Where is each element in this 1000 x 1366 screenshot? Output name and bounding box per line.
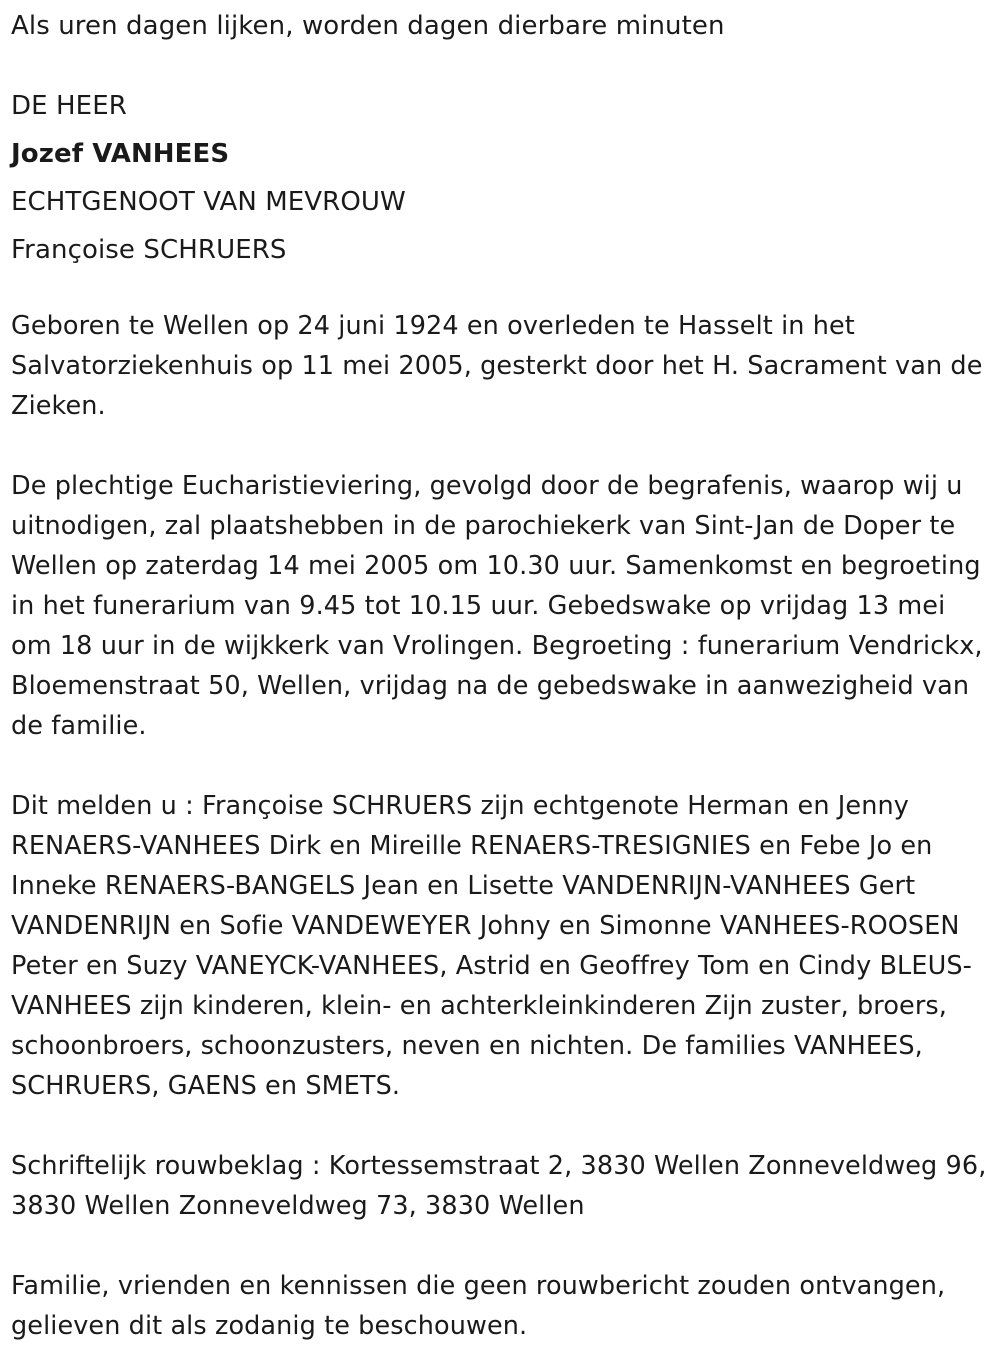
spouse-name: Françoise SCHRUERS: [11, 235, 287, 265]
birth-death-paragraph: Geboren te Wellen op 24 juni 1924 en overleden te Hasselt in het Salvatorziekenhuis op 11 mei 2005, gesterkt door het H. Sacrament van de Zieken.: [11, 311, 983, 421]
deceased-name: Jozef VANHEES: [11, 139, 230, 169]
obituary-document: [11, 0, 991, 1346]
ceremony-paragraph: De plechtige Eucharistieviering, gevolgd door de begrafenis, waarop wij u uitnodigen, zal plaatshebben in de parochiekerk van Sint-Jan de Doper te Wellen op zaterdag 14 mei 2005 om 10.30 uur. Samenkomst en begroeting in het funerarium van 9.45 tot 10.15 uur. Gebedswake op vrijdag 13 mei om 18 uur in de wijkkerk van Vrolingen. Begroeting : funerarium Vendrickx, Bloemenstraat 50, Wellen, vrijdag na de gebedswake in aanwezigheid van de familie.: [11, 471, 983, 741]
motto: Als uren dagen lijken, worden dagen dierbare minuten: [11, 11, 725, 41]
spacer: [11, 274, 991, 306]
spacer: [11, 1226, 991, 1266]
family-paragraph: Dit melden u : Françoise SCHRUERS zijn echtgenote Herman en Jenny RENAERS-VANHEES Dirk en Mireille RENAERS-TRESIGNIES en Febe Jo en Inneke RENAERS-BANGELS Jean en Lisette VANDENRIJN-VANHEES Gert VANDENRIJN en Sofie VANDEWEYER Johny en Simonne VANHEES-ROOSEN Peter en Suzy VANEYCK-VANHEES, Astrid en Geoffrey Tom en Cindy BLEUS-VANHEES zijn kinderen, klein- en achterkleinkinderen Zijn zuster, broers, schoonbroers, schoonzusters, neven en nichten. De families VANHEES, SCHRUERS, GAENS en SMETS.: [11, 791, 972, 1101]
title: DE HEER: [11, 91, 127, 121]
spacer: [11, 746, 991, 786]
condolences-paragraph: Schriftelijk rouwbeklag : Kortessemstraat 2, 3830 Wellen Zonneveldweg 96, 3830 Wellen Zonneveldweg 73, 3830 Wellen: [11, 1151, 987, 1221]
spacer: [11, 50, 991, 82]
spacer: [11, 426, 991, 466]
spacer: [11, 1106, 991, 1146]
relation-label: ECHTGENOOT VAN MEVROUW: [11, 187, 406, 217]
closing-paragraph: Familie, vrienden en kennissen die geen rouwbericht zouden ontvangen, gelieven dit als zodanig te beschouwen.: [11, 1271, 946, 1341]
